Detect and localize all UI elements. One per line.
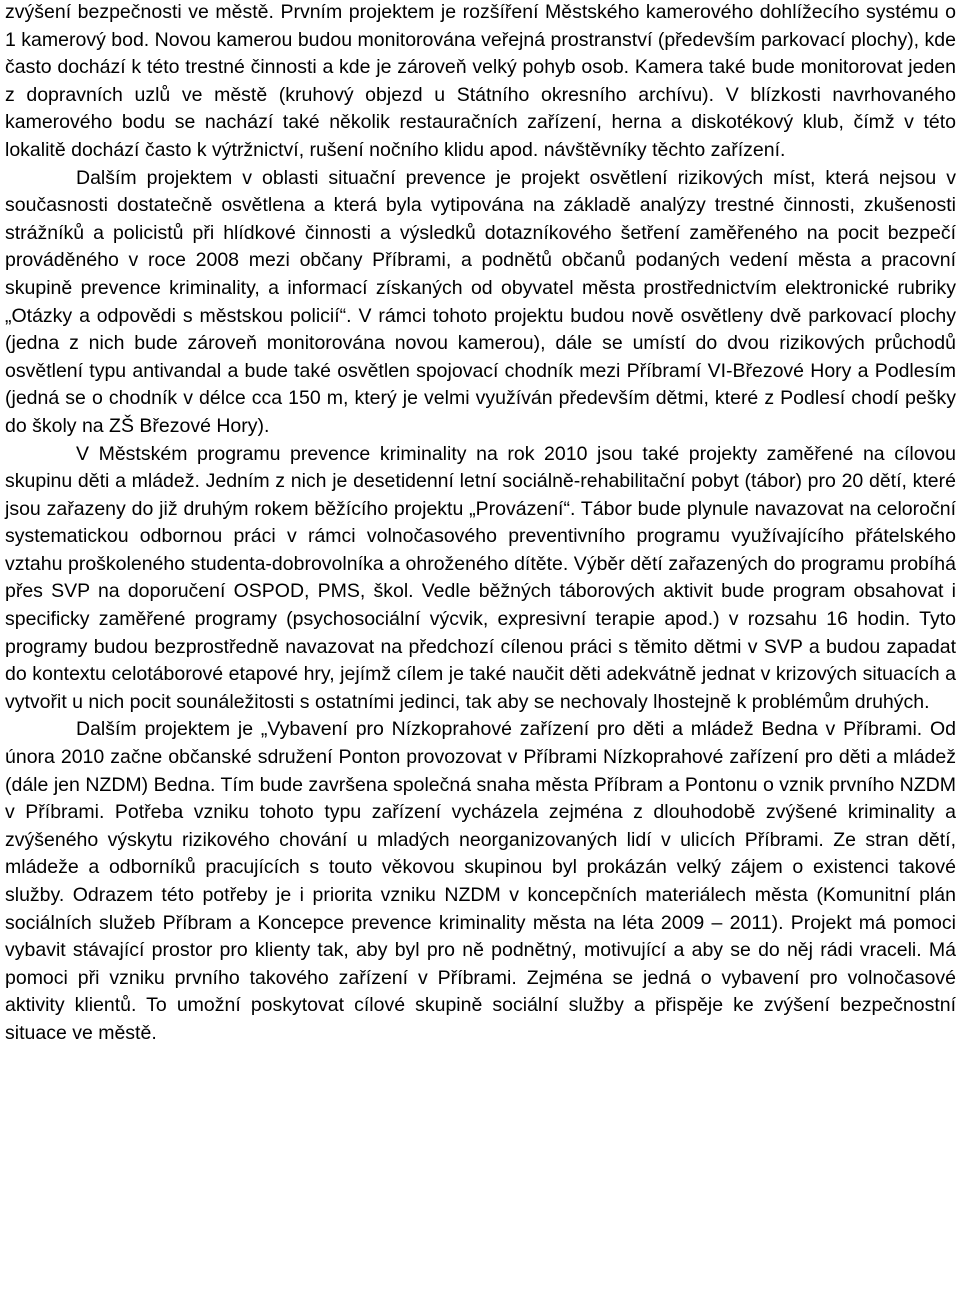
paragraph: zvýšení bezpečnosti ve městě. Prvním projektem je rozšíření Městského kamerového dohlížecího systému o 1 kamerový bod. Novou kamerou budou monitorována veřejná prostranství (především parkovací plochy), kde často dochází k této trestné činnosti a kde je zároveň velký pohyb osob. Kamera také bude monitorovat jeden z dopravních uzlů ve městě (kruhový objezd u Státního okresního archívu). V blízkosti navrhovaného kamerového bodu se nachází také několik restauračních zařízení, herna a diskotékový klub, čímž v této lokalitě dochází často k výtržnictví, rušení nočního klidu apod. návštěvníky těchto zařízení. [5, 1, 956, 161]
paragraph: V Městském programu prevence kriminality na rok 2010 jsou také projekty zaměřené na cílovou skupinu děti a mládež. Jedním z nich je desetidenní letní sociálně-rehabilitační pobyt (tábor) pro 20 dětí, které jsou zařazeny do již druhým rokem běžícího projektu „Provázení“. Tábor bude plynule navazovat na celoroční systematickou odbornou práci v rámci volnočasového preventivního programu využívajícího přátelského vztahu proškoleného studenta-dobrovolníka a ohroženého dítěte. Výběr dětí zařazených do programu probíhá přes SVP na doporučení OSPOD, PMS, škol. Vedle běžných táborových aktivit bude program obsahovat i specificky zaměřené programy (psychosociální výcvik, expresivní terapie apod.) v rozsahu 16 hodin. Tyto programy budou bezprostředně navazovat na předchozí cílenou práci s těmito dětmi v SVP a budou zapadat do kontextu celotáborové etapové hry, jejímž cílem je také naučit děti adekvátně jednat v krizových situacích a vytvořit u nich pocit sounáležitosti s ostatními jedinci, tak aby se nechovaly lhostejně k problémům druhých. [5, 442, 956, 713]
paragraph: Dalším projektem v oblasti situační prevence je projekt osvětlení rizikových míst, která nejsou v současnosti dostatečně osvětlena a která byla vytipována na základě analýzy trestné činnosti, zkušenosti strážníků a policistů při hlídkové činnosti a výsledků dotazníkového šetření zaměřeného na pocit bezpečí prováděného v roce 2008 mezi občany Příbrami, a podnětů občanů podaných vedení města a pracovní skupině prevence kriminality, a informací získaných od obyvatel města prostřednictvím elektronické rubriky „Otázky a odpovědi s městskou policií“. V rámci tohoto projektu budou nově osvětleny dvě parkovací plochy (jedna z nich bude zároveň monitorována novou kamerou), dále se umístí do dvou rizikových průchodů osvětlení typu antivandal a bude také osvětlen spojovací chodník mezi Příbramí VI-Březové Hory a Podlesím (jedná se o chodník v délce cca 150 m, který je velmi využíván především dětmi, které z Podlesí chodí pešky do školy na ZŠ Březové Hory). [5, 166, 956, 437]
paragraph: Dalším projektem je „Vybavení pro Nízkoprahové zařízení pro děti a mládež Bedna v Příbrami. Od února 2010 začne občanské sdružení Ponton provozovat v Příbrami Nízkoprahové zařízení pro děti a mládež (dále jen NZDM) Bedna. Tím bude završena společná snaha města Příbram a Pontonu o vznik prvního NZDM v Příbrami. Potřeba vzniku tohoto typu zařízení vycházela zejména z dlouhodobě zvýšené kriminality a zvýšeného výskytu rizikového chování u mladých neorganizovaných lidí v ulicích Příbrami. Ze stran dětí, mládeže a odborníků pracujících s touto věkovou skupinou byl prokázán velký zájem o existenci takové služby. Odrazem této potřeby je i priorita vzniku NZDM v koncepčních materiálech města (Komunitní plán sociálních služeb Příbram a Koncepce prevence kriminality města na léta 2009 – 2011). Projekt má pomoci vybavit stávající prostor pro klienty tak, aby byl pro ně podnětný, motivující a aby se do něj rádi vraceli. Má pomoci při vzniku prvního takového zařízení v Příbrami. Zejména se jedná o vybavení pro volnočasové aktivity klientů. To umožní poskytovat cílové skupině sociální služby a přispěje ke zvýšení bezpečnostní situace ve městě. [5, 718, 956, 1044]
